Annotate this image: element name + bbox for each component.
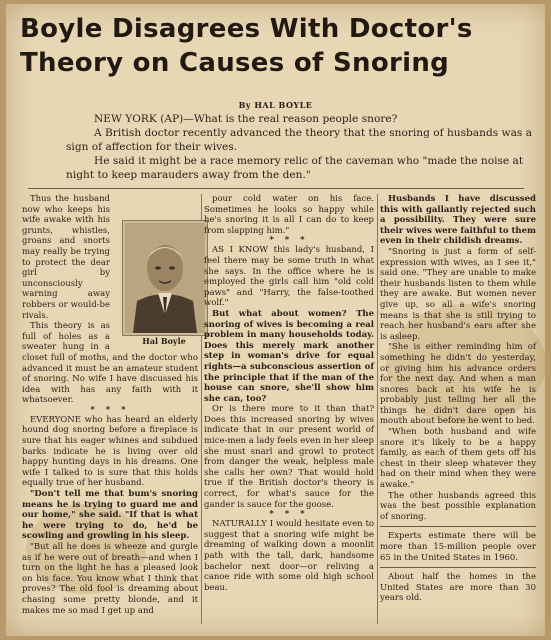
paragraph: pour cold water on his face. Sometimes he looks so happy while he's snoring it is all I can do to keep from slapping him." — [204, 194, 374, 236]
paragraph: AS I KNOW this lady's husband, I feel there may be some truth in what she says. In the office where he is employed the girls call him "old cold paws" and "Harry, the false-toothed wolf." — [204, 245, 374, 309]
portrait-image — [125, 223, 205, 333]
filler-rule — [380, 567, 536, 568]
newspaper-clipping — [6, 4, 545, 636]
section-break: * * * — [269, 235, 309, 246]
column-3 — [380, 194, 536, 604]
paragraph: Husbands I have discussed this with gallantly rejected such a possibility. They were sure their wives were faithful to them even in their childish dreams. — [380, 194, 536, 247]
paragraph: Thus the husband now who keeps his wife awake with his grunts, whistles, groans and snorts may really be trying to protect the dear girl by unconsciously warning away robbers or would-be rivals. — [22, 194, 110, 321]
paragraph: "She is either reminding him of something he didn't do yesterday, or giving him his advance orders for the next day. And when a man snores back at his wife he is probably just telling her all the things he didn't dare open his mouth about before he went to bed. — [380, 342, 536, 427]
lead-paragraph: NEW YORK (AP)—What is the real reason people snore? — [94, 113, 398, 125]
photo-caption: Hal Boyle — [142, 336, 186, 346]
paragraph: "Snoring is just a form of self-expression with wives, as I see it," said one. "They are unable to make their husbands listen to them while they are awake. But women never give up, so all a wife's snoring means is that she is still trying to reach her husband's ears after she is asleep. — [380, 246, 536, 342]
paragraph: "Don't tell me that bum's snoring means he is trying to guard me and our home," she said. "If that is what he were trying to do, he'd be scowling and growling in his sleep. — [22, 489, 198, 542]
byline: By HAL BOYLE — [238, 100, 313, 110]
paragraph: But what about women? The snoring of wives is becoming a real problem in many households today. Does this merely mark another step in woman's drive for equal rights—a subconscious assertion of the principle that if the man of the house can snore, she'll show him she can, too? — [204, 308, 374, 404]
filler-rule — [380, 526, 536, 527]
paragraph: NATURALLY I would hesitate even to suggest that a snoring wife might be dreaming of walking down a moonlit path with the tall, dark, handsome bachelor next door—or reliving a canoe ride with some old high school beau. — [204, 519, 374, 593]
paragraph: "But all he does is wheeze and gurgle as if he were out of breath—and when I turn on the light he has a pleased look on his face. You know what I think that proves? The old fool is dreaming about chasing some pretty blonde, and it makes me so mad I get up and — [22, 542, 198, 616]
lead-paragraph: A British doctor recently advanced the theory that the snoring of husbands was a sign of affection for their wives. — [66, 127, 533, 153]
filler-item: Experts estimate there will be more than 15-million people over 65 in the United States in 1960. — [380, 531, 536, 563]
section-break: * * * — [90, 404, 130, 415]
paragraph: "When both husband and wife snore it's likely to be a happy family, as each of them gets off his chest in their sleep whatever they had on their mind when they were awake." — [380, 427, 536, 491]
paragraph: Or is there more to it than that? Does this increased snoring by wives indicate that in our present world of mice-men a lady feels even in her sleep she must snarl and growl to protect from danger the weak, helpless male she calls her own? That would hold true if the British doctor's theory is correct, for what's sauce for the gander is sauce for the goose. — [204, 404, 374, 510]
paragraph: EVERYONE who has heard an elderly hound dog snoring before a fireplace is sure that his eager whines and subdued barks indicate he is living over old happy hunting days in his dreams. One wife I talked to is sure that this holds equally true of her husband. — [22, 414, 198, 489]
paragraph: This theory is as full of holes as a sweater hung in a closet full of moths, and the doctor who advanced it must be an amateur student of snoring. No wife I have discussed his idea with has any faith with it whatsoever. — [22, 321, 198, 406]
author-photo — [122, 220, 208, 336]
column-divider — [377, 194, 378, 624]
lead-paragraph: He said it might be a race memory relic of the caveman who "made the noise at night to keep marauders away from the den." — [66, 155, 524, 181]
headline: Boyle Disagrees With Doctor's Theory on Causes of Snoring — [20, 14, 473, 78]
section-rule — [28, 188, 524, 189]
paragraph: The other husbands agreed this was the best possible explanation of snoring. — [380, 490, 536, 522]
filler-item: About half the homes in the United States are more than 30 years old. — [380, 572, 536, 604]
section-break: * * * — [269, 509, 309, 520]
lead-paragraphs — [66, 112, 536, 182]
column-2 — [204, 194, 374, 593]
